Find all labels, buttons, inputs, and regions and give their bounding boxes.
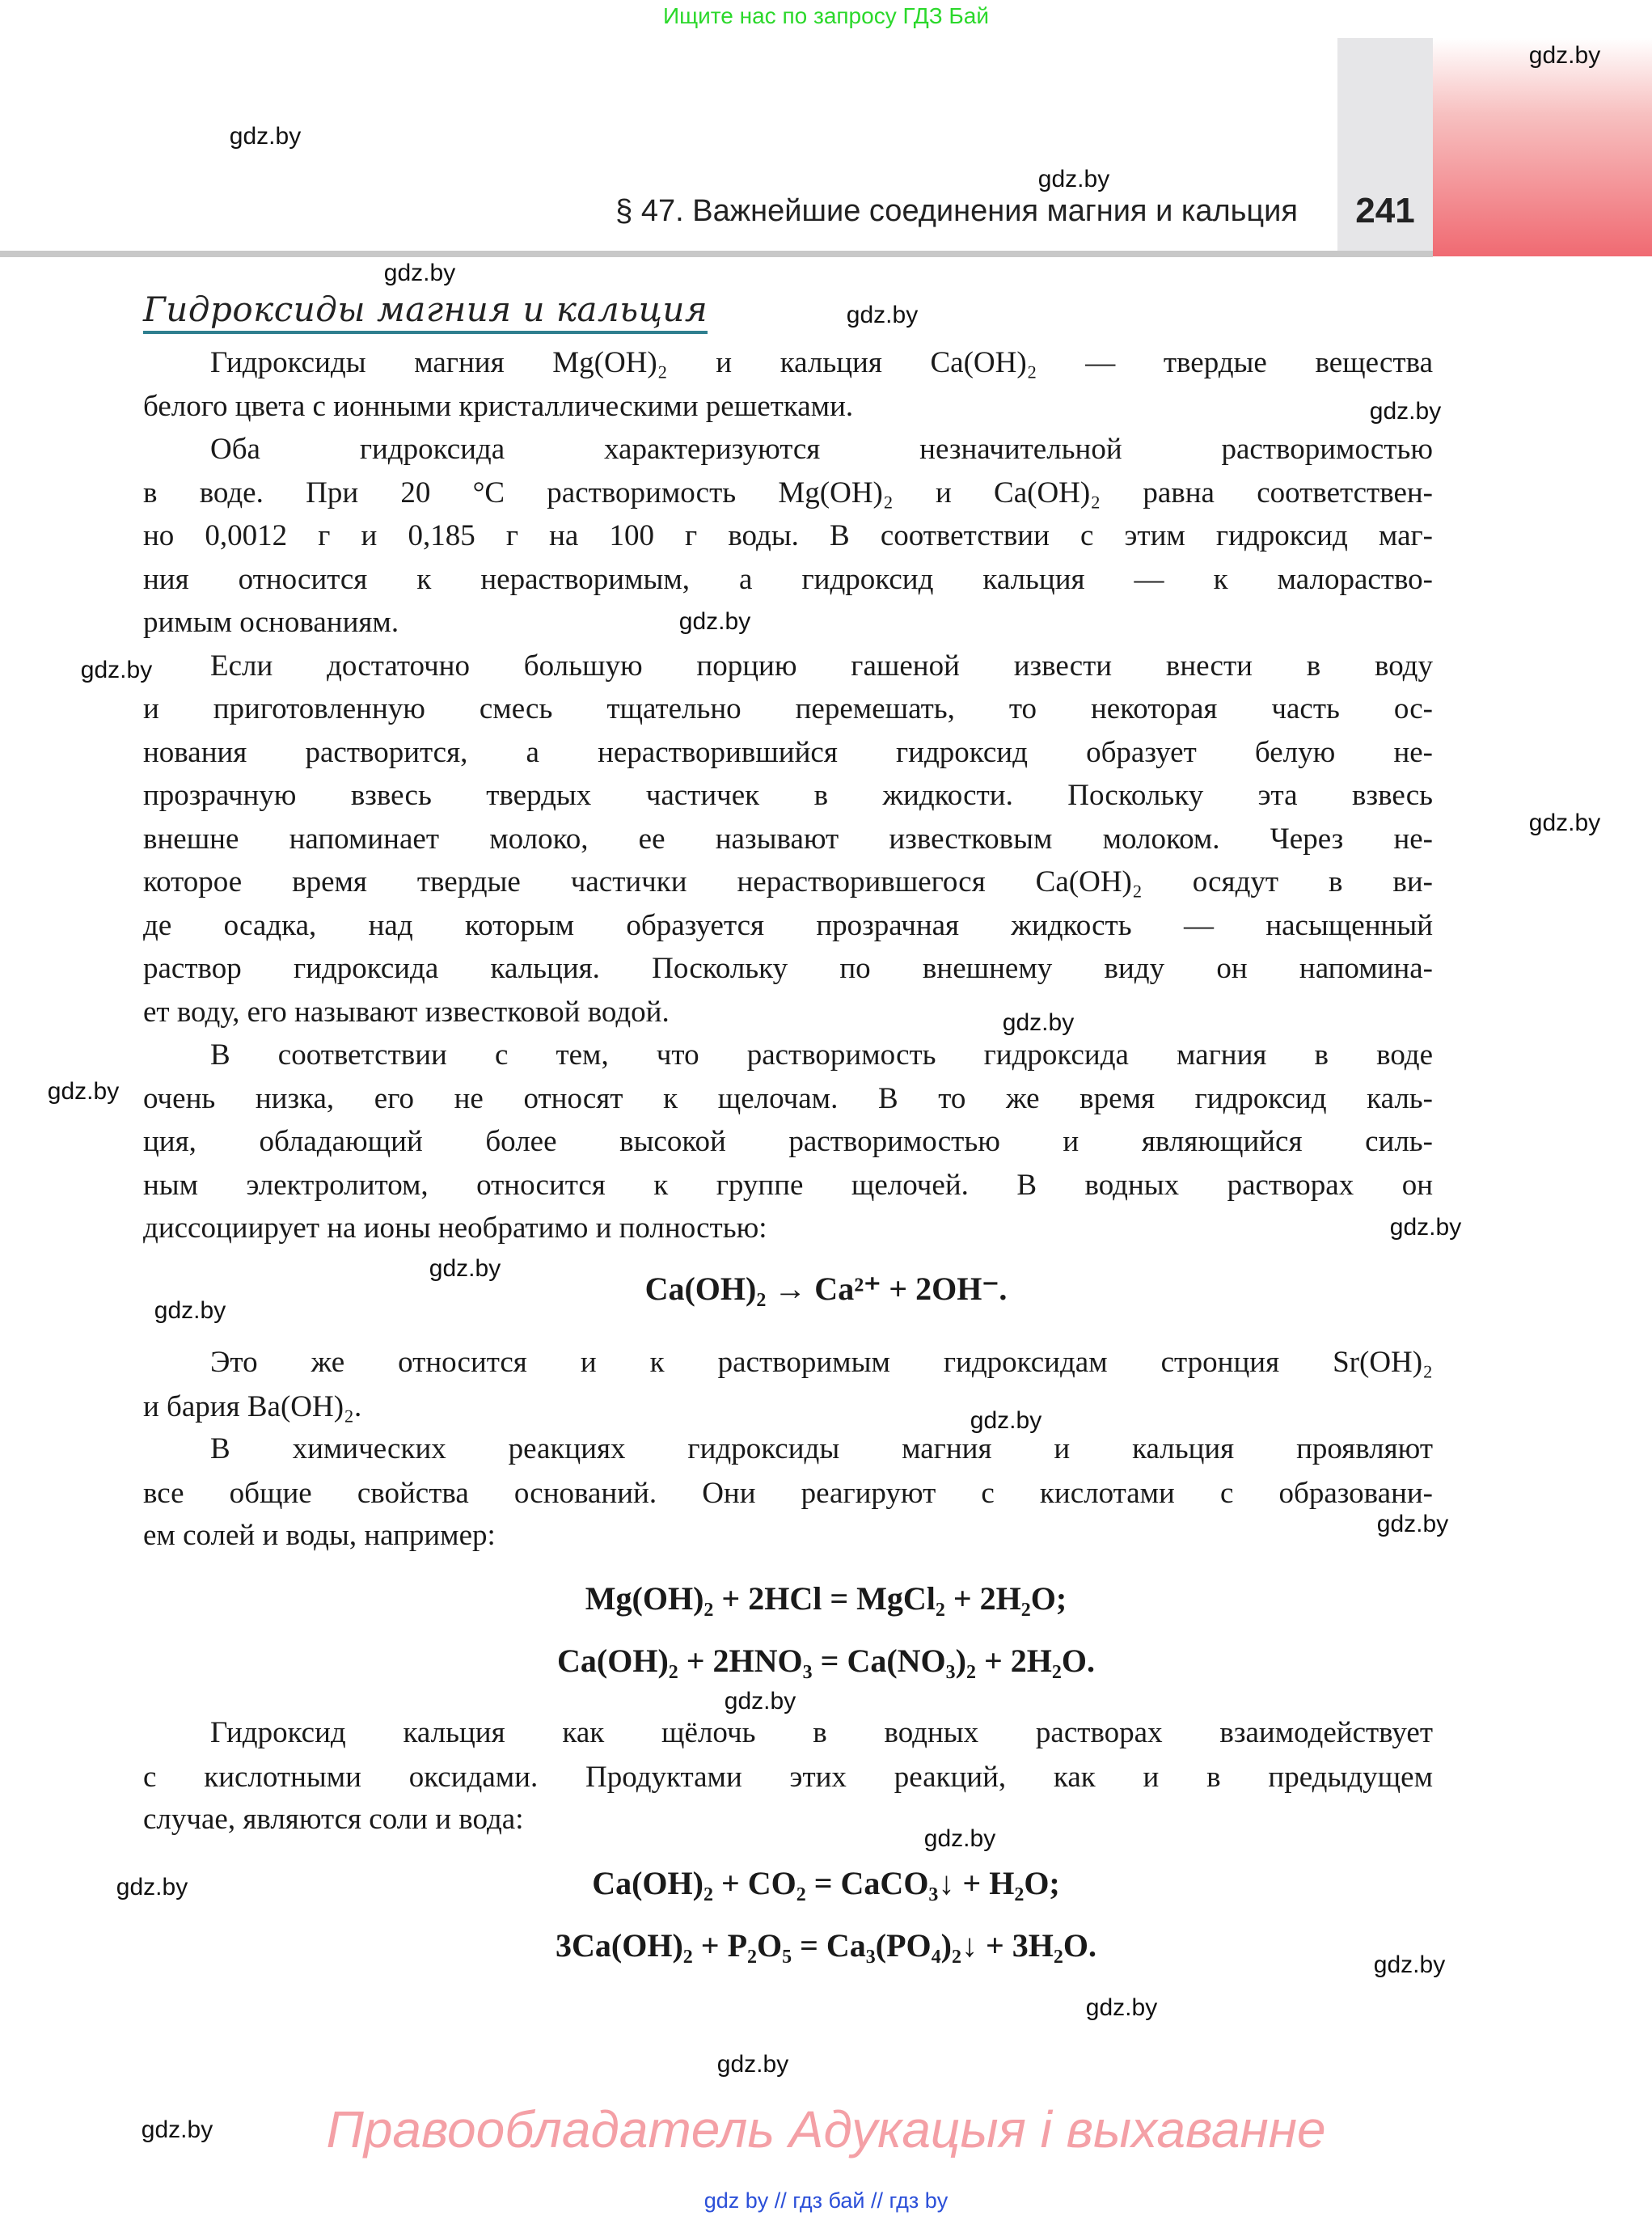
watermark: gdz.by bbox=[923, 1825, 996, 1852]
watermark: gdz.by bbox=[724, 1688, 796, 1715]
watermark: gdz.by bbox=[116, 1874, 188, 1901]
text-line: ем солей и воды, например: bbox=[143, 1519, 496, 1552]
chemical-equation: Mg(OH)₂ + 2HCl = MgCl₂ + 2H₂O; bbox=[585, 1580, 1067, 1617]
copyright-footer: Правообладатель Адукацыя і выхаванне bbox=[326, 2100, 1326, 2158]
text-line: римым основаниям. bbox=[143, 606, 399, 639]
text-line: раствор гидроксида кальция. Поскольку по внешнему виду он напомина- bbox=[143, 952, 1433, 985]
page-number: 241 bbox=[1355, 191, 1415, 230]
text-line: с кислотными оксидами. Продуктами этих реакций, как и в предыдущем bbox=[143, 1761, 1433, 1794]
text-line: ным электролитом, относится к группе щелочей. В водных растворах он bbox=[143, 1169, 1433, 1202]
watermark: gdz.by bbox=[716, 2051, 789, 2078]
corner-accent bbox=[1433, 38, 1652, 256]
text-line: Если достаточно большую порцию гашеной извести внести в воду bbox=[210, 649, 1433, 683]
bottom-links[interactable]: gdz by // гдз бай // гдз by bbox=[703, 2188, 949, 2213]
watermark: gdz.by bbox=[1085, 1994, 1158, 2021]
text-line: Гидроксид кальция как щёлочь в водных растворах взаимодействует bbox=[210, 1716, 1433, 1749]
watermark: gdz.by bbox=[1528, 810, 1601, 836]
watermark: gdz.by bbox=[80, 657, 153, 683]
watermark: gdz.by bbox=[141, 2116, 213, 2143]
watermark: gdz.by bbox=[1528, 42, 1601, 69]
section-title: § 47. Важнейшие соединения магния и кальция bbox=[615, 194, 1298, 228]
watermark: gdz.by bbox=[154, 1297, 226, 1324]
header-rule bbox=[0, 251, 1433, 257]
text-line: и бария Ba(OH)₂. bbox=[143, 1390, 362, 1423]
chemical-equation: Ca(OH)₂ + CO₂ = CaCO₃↓ + H₂O; bbox=[592, 1865, 1060, 1901]
text-line: которое время твердые частички нерастворившегося Ca(OH)₂ осядут в ви- bbox=[143, 865, 1433, 898]
text-line: В химических реакциях гидроксиды магния и кальция проявляют bbox=[210, 1432, 1433, 1465]
chemical-equation: 3Ca(OH)₂ + P₂O₅ = Ca₃(PO₄)₂↓ + 3H₂O. bbox=[556, 1927, 1096, 1964]
text-line: внешне напоминает молоко, ее называют известковым молоком. Через не- bbox=[143, 822, 1433, 856]
watermark: gdz.by bbox=[1389, 1214, 1462, 1241]
text-line: ния относится к нерастворимым, а гидроксид кальция — к малораство- bbox=[143, 563, 1433, 596]
text-line: ет воду, его называют известковой водой. bbox=[143, 996, 670, 1029]
text-line: Оба гидроксида характеризуются незначительной растворимостью bbox=[210, 433, 1433, 466]
text-line: и приготовленную смесь тщательно перемешать, то некоторая часть ос- bbox=[143, 692, 1433, 725]
chemical-equation: Ca(OH)₂ + 2HNO₃ = Ca(NO₃)₂ + 2H₂O. bbox=[557, 1643, 1095, 1679]
watermark: gdz.by bbox=[1037, 166, 1110, 192]
text-line: ция, обладающий более высокой растворимостью и являющийся силь- bbox=[143, 1125, 1433, 1158]
text-line: очень низка, его не относят к щелочам. В то же время гидроксид каль- bbox=[143, 1082, 1433, 1115]
watermark: gdz.by bbox=[846, 302, 919, 328]
chemical-equation: Ca(OH)₂ → Ca²⁺ + 2OH⁻. bbox=[644, 1271, 1008, 1307]
watermark: gdz.by bbox=[1376, 1511, 1449, 1537]
text-line: диссоциирует на ионы необратимо и полностью: bbox=[143, 1211, 767, 1245]
watermark: gdz.by bbox=[1369, 398, 1442, 425]
watermark: gdz.by bbox=[229, 123, 302, 150]
text-line: белого цвета с ионными кристаллическими решетками. bbox=[143, 390, 854, 423]
watermark: gdz.by bbox=[47, 1078, 120, 1105]
search-hint: Ищите нас по запросу ГДЗ Бай bbox=[662, 3, 990, 28]
text-line: де осадка, над которым образуется прозрачная жидкость — насыщенный bbox=[143, 909, 1433, 942]
text-line: Гидроксиды магния Mg(OH)₂ и кальция Ca(OH)₂ — твердые вещества bbox=[210, 346, 1433, 379]
text-line: Это же относится и к растворимым гидроксидам стронция Sr(OH)₂ bbox=[210, 1346, 1433, 1379]
subsection-heading: Гидроксиды магния и кальция bbox=[143, 290, 708, 334]
text-line: случае, являются соли и вода: bbox=[143, 1803, 524, 1836]
watermark: gdz.by bbox=[970, 1407, 1042, 1434]
text-line: В соответствии с тем, что растворимость гидроксида магния в воде bbox=[210, 1038, 1433, 1072]
watermark: gdz.by bbox=[1373, 1951, 1446, 1978]
text-line: нования растворится, а нерастворившийся гидроксид образует белую не- bbox=[143, 736, 1433, 769]
text-line: но 0,0012 г и 0,185 г на 100 г воды. В соответствии с этим гидроксид маг- bbox=[143, 519, 1433, 552]
watermark: gdz.by bbox=[1002, 1009, 1075, 1036]
watermark: gdz.by bbox=[429, 1255, 501, 1282]
text-line: в воде. При 20 °С растворимость Mg(OH)₂ и Ca(OH)₂ равна соответствен- bbox=[143, 476, 1433, 509]
text-line: прозрачную взвесь твердых частичек в жидкости. Поскольку эта взвесь bbox=[143, 779, 1433, 812]
text-line: все общие свойства оснований. Они реагируют с кислотами с образовани- bbox=[143, 1477, 1433, 1510]
watermark: gdz.by bbox=[383, 260, 456, 286]
watermark: gdz.by bbox=[678, 608, 751, 635]
